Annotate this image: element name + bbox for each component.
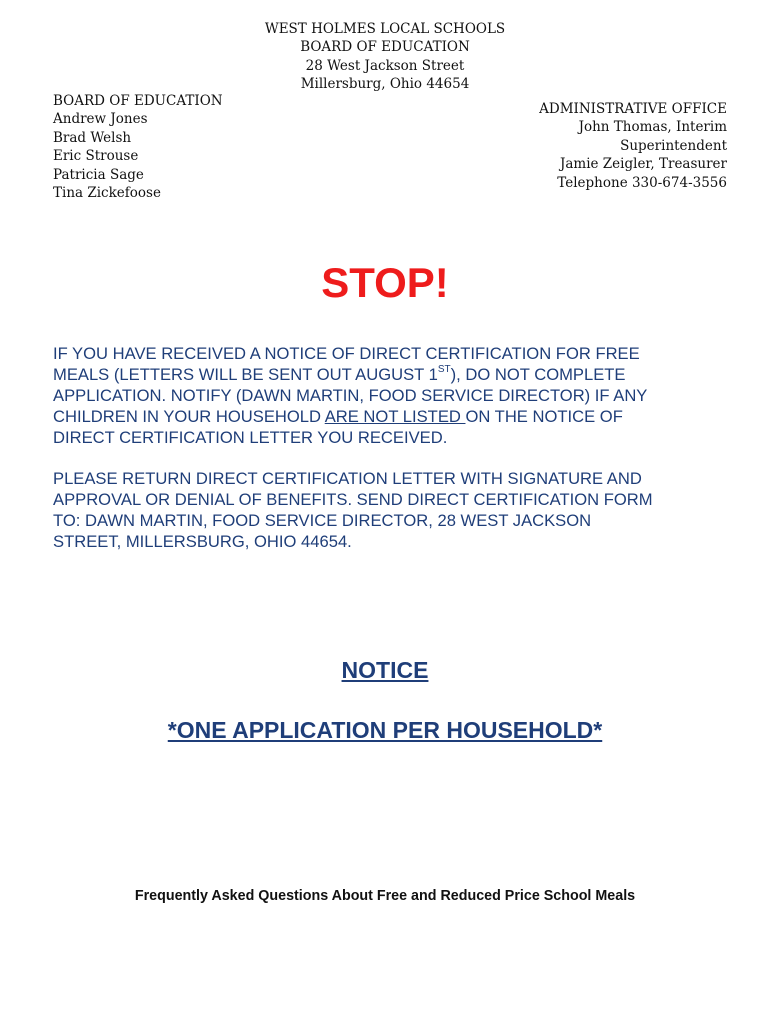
letterhead-school-name: WEST HOLMES LOCAL SCHOOLS [264, 21, 506, 37]
paragraph-line [53, 406, 723, 427]
administrative-office-block [539, 100, 727, 192]
board-heading: BOARD OF EDUCATION [53, 93, 223, 109]
paragraph-line: PLEASE RETURN DIRECT CERTIFICATION LETTER WITH SIGNATURE AND [53, 469, 642, 488]
direct-certification-paragraph [53, 343, 723, 448]
paragraph-line: IF YOU HAVE RECEIVED A NOTICE OF DIRECT CERTIFICATION FOR FREE [53, 344, 640, 363]
admin-telephone: Telephone 330-674-3556 [557, 174, 727, 191]
admin-line: John Thomas, Interim [578, 119, 727, 136]
return-letter-paragraph [53, 468, 723, 552]
board-member: Eric Strouse [53, 148, 139, 165]
board-member: Brad Welsh [53, 129, 132, 146]
paragraph-line [53, 364, 723, 385]
paragraph-line: APPLICATION. NOTIFY (DAWN MARTIN, FOOD SERVICE DIRECTOR) IF ANY [53, 386, 648, 405]
ordinal-superscript: ST [437, 364, 451, 376]
admin-heading: ADMINISTRATIVE OFFICE [539, 101, 727, 117]
paragraph-line: APPROVAL OR DENIAL OF BENEFITS. SEND DIRECT CERTIFICATION FORM [53, 490, 653, 509]
one-application-notice: *ONE APPLICATION PER HOUSEHOLD* [167, 717, 603, 743]
paragraph-text: ), DO NOT COMPLETE [450, 365, 626, 384]
underlined-emphasis: ARE NOT LISTED [324, 407, 466, 426]
notice-heading: NOTICE [341, 657, 429, 683]
paragraph-text: CHILDREN IN YOUR HOUSEHOLD [53, 407, 325, 426]
letterhead-city: Millersburg, Ohio 44654 [300, 76, 470, 93]
board-member: Andrew Jones [53, 111, 148, 128]
admin-line: Jamie Zeigler, Treasurer [559, 156, 727, 173]
paragraph-line: TO: DAWN MARTIN, FOOD SERVICE DIRECTOR, 28 WEST JACKSON [53, 511, 592, 530]
letterhead [0, 20, 770, 94]
board-member: Tina Zickefoose [53, 185, 161, 202]
faq-heading: Frequently Asked Questions About Free and Reduced Price School Meals [134, 888, 636, 904]
letterhead-board-name: BOARD OF EDUCATION [300, 39, 470, 56]
stop-heading: STOP! [321, 259, 449, 306]
letterhead-street: 28 West Jackson Street [305, 57, 465, 74]
paragraph-line: DIRECT CERTIFICATION LETTER YOU RECEIVED. [53, 428, 448, 447]
paragraph-text: MEALS (LETTERS WILL BE SENT OUT AUGUST 1 [53, 365, 438, 384]
paragraph-text: ON THE NOTICE OF [465, 407, 623, 426]
paragraph-line: STREET, MILLERSBURG, OHIO 44654. [53, 532, 352, 551]
board-of-education-list [53, 92, 223, 202]
admin-line: Superintendent [620, 137, 727, 154]
board-member: Patricia Sage [53, 166, 144, 183]
